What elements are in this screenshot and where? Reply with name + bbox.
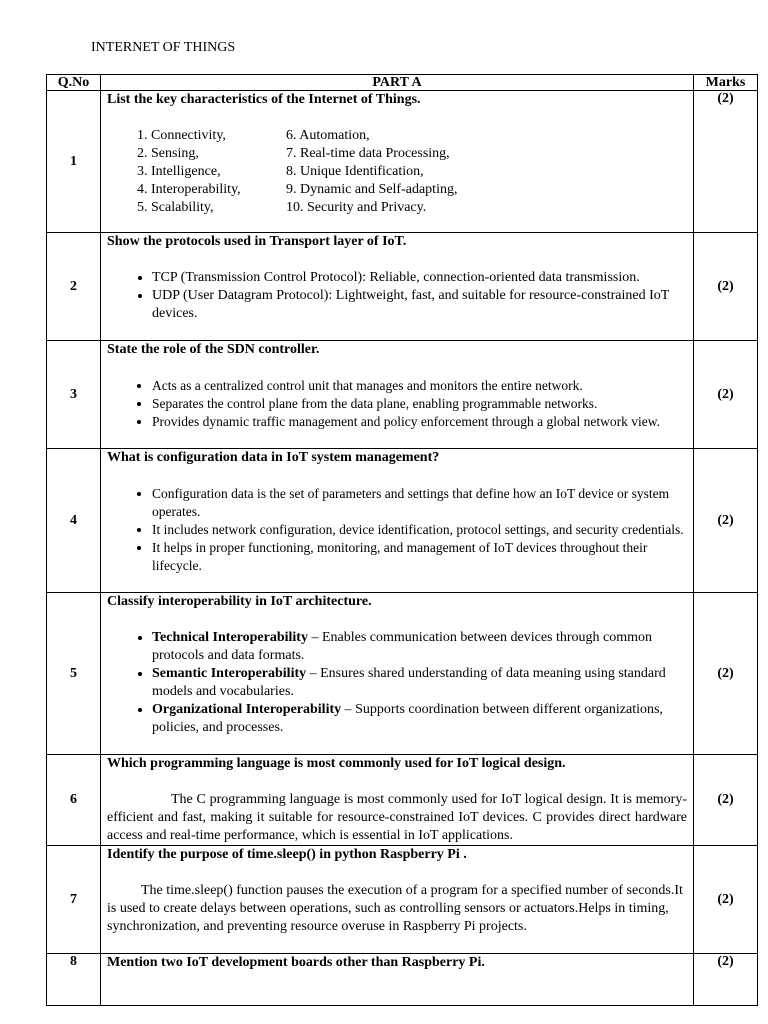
question-number: 7 <box>47 846 101 954</box>
list-item: 1. Connectivity, <box>137 128 226 143</box>
marks-value: (2) <box>694 233 758 341</box>
list-item: 7. Real-time data Processing, <box>286 146 450 161</box>
list-item <box>152 701 687 737</box>
answer-list <box>107 485 687 575</box>
marks-value: (2) <box>694 341 758 449</box>
table-row <box>47 449 758 593</box>
list-item <box>152 629 687 665</box>
list-item: • It helps in proper functioning, monitoring, and management of IoT devices throughout their lifecycle. <box>152 539 687 575</box>
question-text: State the role of the SDN controller. <box>107 342 320 357</box>
list-item: 8. Unique Identification, <box>286 164 424 179</box>
question-cell <box>101 755 694 846</box>
question-cell <box>101 341 694 449</box>
document-title: INTERNET OF THINGS <box>91 40 236 55</box>
list-item: • It includes network configuration, device identification, protocol settings, and security credentials. <box>152 521 687 539</box>
table-header-row <box>47 75 758 91</box>
list-item <box>152 665 687 701</box>
question-cell <box>101 846 694 954</box>
list-item-desc: – Supports coordination between different organizations, policies, and processes. <box>152 702 663 735</box>
list-item: 4. Interoperability, <box>137 182 241 197</box>
marks-value: (2) <box>694 593 758 755</box>
question-cell <box>101 233 694 341</box>
question-number: 5 <box>47 593 101 755</box>
list-item: • Separates the control plane from the data plane, enabling programmable networks. <box>152 395 687 413</box>
list-item: 5. Scalability, <box>137 200 214 215</box>
question-cell <box>101 954 694 1006</box>
table-row <box>47 233 758 341</box>
list-item-term: Technical Interoperability <box>152 630 308 645</box>
list-item: • TCP (Transmission Control Protocol): Reliable, connection-oriented data transmission. <box>152 269 687 287</box>
question-number: 6 <box>47 755 101 846</box>
marks-value: (2) <box>694 449 758 593</box>
marks-value: (2) <box>694 954 758 1006</box>
answer-text: The C programming language is most commonly used for IoT logical design. It is memory-efficient and fast, making it suitable for resource-constrained IoT devices. C provides direct hardware access and real-time performance, which is essential in IoT applications. <box>107 792 687 843</box>
question-number: 1 <box>47 91 101 233</box>
list-item: • Provides dynamic traffic management and policy enforcement through a global network view. <box>152 413 687 431</box>
header-qno: Q.No <box>47 75 101 91</box>
question-text: What is configuration data in IoT system management? <box>107 450 440 465</box>
table-row <box>47 954 758 1006</box>
question-cell <box>101 449 694 593</box>
answer-text: The time.sleep() function pauses the execution of a program for a specified number of seconds.It is used to create delays between operations, such as controlling sensors or actuators.Helps in timing, synchronization, and preventing resource overuse in Raspberry Pi projects. <box>107 883 683 934</box>
list-item: 6. Automation, <box>286 128 370 143</box>
header-marks: Marks <box>694 75 758 91</box>
list-item: • UDP (User Datagram Protocol): Lightweight, fast, and suitable for resource-constrained IoT devices. <box>152 287 687 323</box>
characteristics-list <box>107 127 687 217</box>
list-item-term: Organizational Interoperability <box>152 702 342 717</box>
marks-value: (2) <box>694 755 758 846</box>
table-row <box>47 91 758 233</box>
question-text: Which programming language is most commonly used for IoT logical design. <box>107 756 566 771</box>
answer-list <box>107 377 687 431</box>
list-item: • Acts as a centralized control unit that manages and monitors the entire network. <box>152 377 687 395</box>
list-item: • Configuration data is the set of parameters and settings that define how an IoT device or system operates. <box>152 485 687 521</box>
table-row <box>47 846 758 954</box>
question-number: 8 <box>47 954 101 1006</box>
list-item-desc: – Ensures shared understanding of data meaning using standard models and vocabularies. <box>152 666 666 699</box>
question-number: 3 <box>47 341 101 449</box>
question-number: 2 <box>47 233 101 341</box>
answer-list <box>107 269 687 323</box>
answer-list <box>107 629 687 737</box>
table-row <box>47 755 758 846</box>
question-cell <box>101 91 694 233</box>
question-table <box>46 74 758 1006</box>
question-text: Identify the purpose of time.sleep() in python Raspberry Pi . <box>107 847 467 862</box>
table-row <box>47 593 758 755</box>
marks-value: (2) <box>694 846 758 954</box>
question-text: List the key characteristics of the Internet of Things. <box>107 92 421 107</box>
list-item-desc: – Enables communication between devices through common protocols and data formats. <box>152 630 653 663</box>
question-text: Show the protocols used in Transport layer of IoT. <box>107 234 407 249</box>
question-cell <box>101 593 694 755</box>
list-item: 10. Security and Privacy. <box>286 200 427 215</box>
table-row <box>47 341 758 449</box>
list-item-term: Semantic Interoperability <box>152 666 307 681</box>
header-part: PART A <box>101 75 694 91</box>
question-number: 4 <box>47 449 101 593</box>
list-item: 2. Sensing, <box>137 146 199 161</box>
question-text: Mention two IoT development boards other than Raspberry Pi. <box>107 955 485 970</box>
list-item: 3. Intelligence, <box>137 164 221 179</box>
question-text: Classify interoperability in IoT architecture. <box>107 594 372 609</box>
list-item: 9. Dynamic and Self-adapting, <box>286 182 458 197</box>
marks-value: (2) <box>694 91 758 233</box>
